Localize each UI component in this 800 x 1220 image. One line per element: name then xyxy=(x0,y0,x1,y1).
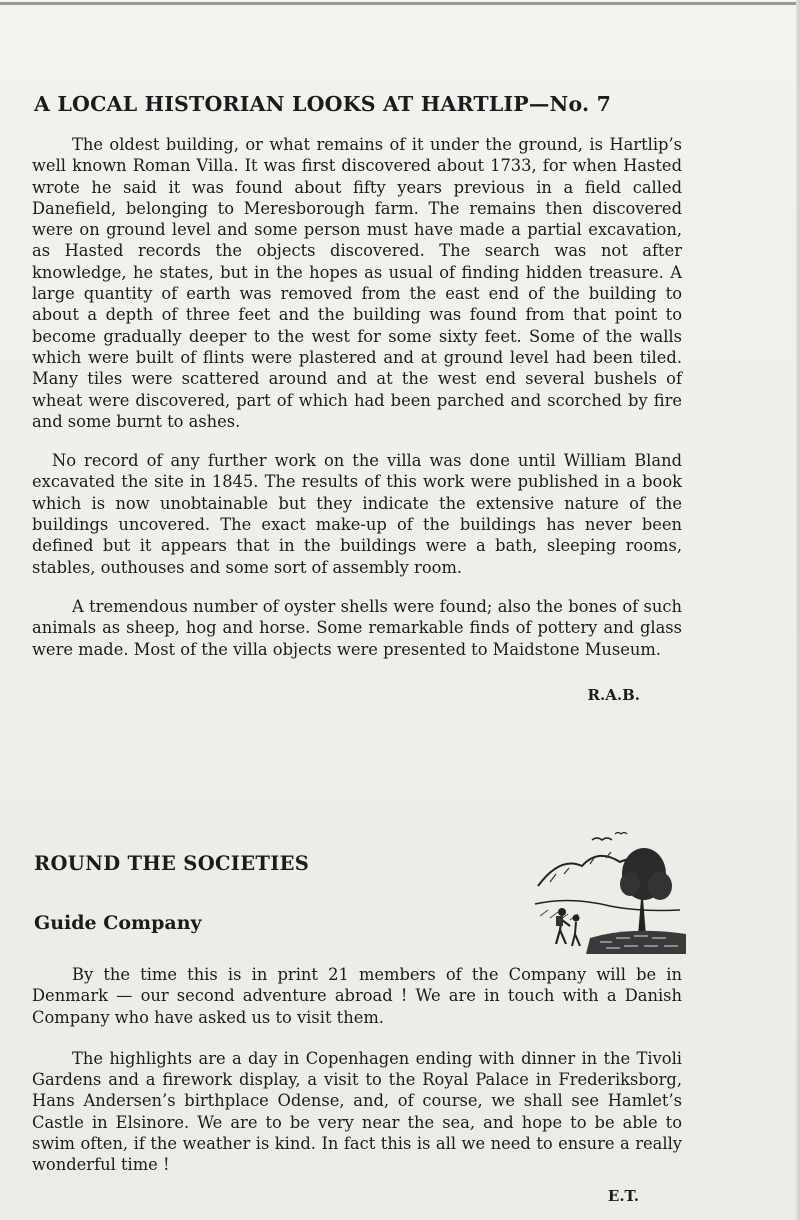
bird-icon xyxy=(592,838,612,840)
societies-paragraph: The highlights are a day in Copenhagen ending with dinner in the Tivoli Gardens and a firework display, a visit to the Royal Palace in Frederiksborg, Hans Andersen’s birthplace Odense, and, of course, we shall see Hamlet’s Castle in Elsinore. We are to be very near the sea, and hope to be able to swim often, if the weather is kind. In fact this is all we need to ensure a really wonderful time ! xyxy=(32,1048,682,1175)
societies-signature: E.T. xyxy=(607,1187,639,1205)
hiker-icon xyxy=(556,908,570,944)
hiker-landscape-illustration xyxy=(520,826,690,956)
article-paragraph: The oldest building, or what remains of it under the ground, is Hartlip’s well known Roman Villa. It was first discovered about 1733, for when Hasted wrote he said it was found about fifty years previous in a field called Danefield, belonging to Meresborough farm. The remains then discovered were on ground level and some person must have made a partial excavation, as Hasted records the objects discovered. The search was not after knowledge, he states, but in the hopes as usual of finding hidden treasure. A large quantity of earth was removed from the east end of the building to about a depth of three feet and the building was found from that point to become gradually deeper to the west for some sixty feet. Some of the walls which were built of flints were plastered and at ground level had been tiled. Many tiles were scattered around and at the west end several bushels of wheat were discovered, part of which had been parched and scorched by fire and some burnt to ashes. xyxy=(32,135,682,431)
article-paragraph: A tremendous number of oyster shells were found; also the bones of such animals as sheep, hog and horse. Some remarkable finds of pottery and glass were made. Most of the villa objects were presented to Maidstone Museum. xyxy=(32,596,682,659)
bird-icon xyxy=(615,833,627,835)
societies-paragraph: By the time this is in print 21 members of the Company will be in Denmark — our second adventure abroad ! We are in touch with a Danish Company who have asked us to visit them. xyxy=(32,965,682,1027)
article-signature: R.A.B. xyxy=(587,685,640,704)
article-paragraph: No record of any further work on the villa was done until William Bland excavated the site in 1845. The results of this work were published in a book which is now unobtainable but they indicate the extensive nature of the buildings uncovered. The exact make-up of the buildings has never been defined but it appears that in the buildings were a bath, sleeping rooms, stables, outhouses and some sort of assembly room. xyxy=(32,451,682,577)
subsection-title: Guide Company xyxy=(34,912,202,934)
page-edge xyxy=(796,0,800,1220)
top-rule xyxy=(0,2,800,5)
article-title: A LOCAL HISTORIAN LOOKS AT HARTLIP—No. 7 xyxy=(34,92,612,116)
section-title: ROUND THE SOCIETIES xyxy=(34,852,310,875)
article xyxy=(32,88,682,704)
hiker-icon xyxy=(572,915,580,947)
guide-company-text xyxy=(32,964,682,1176)
